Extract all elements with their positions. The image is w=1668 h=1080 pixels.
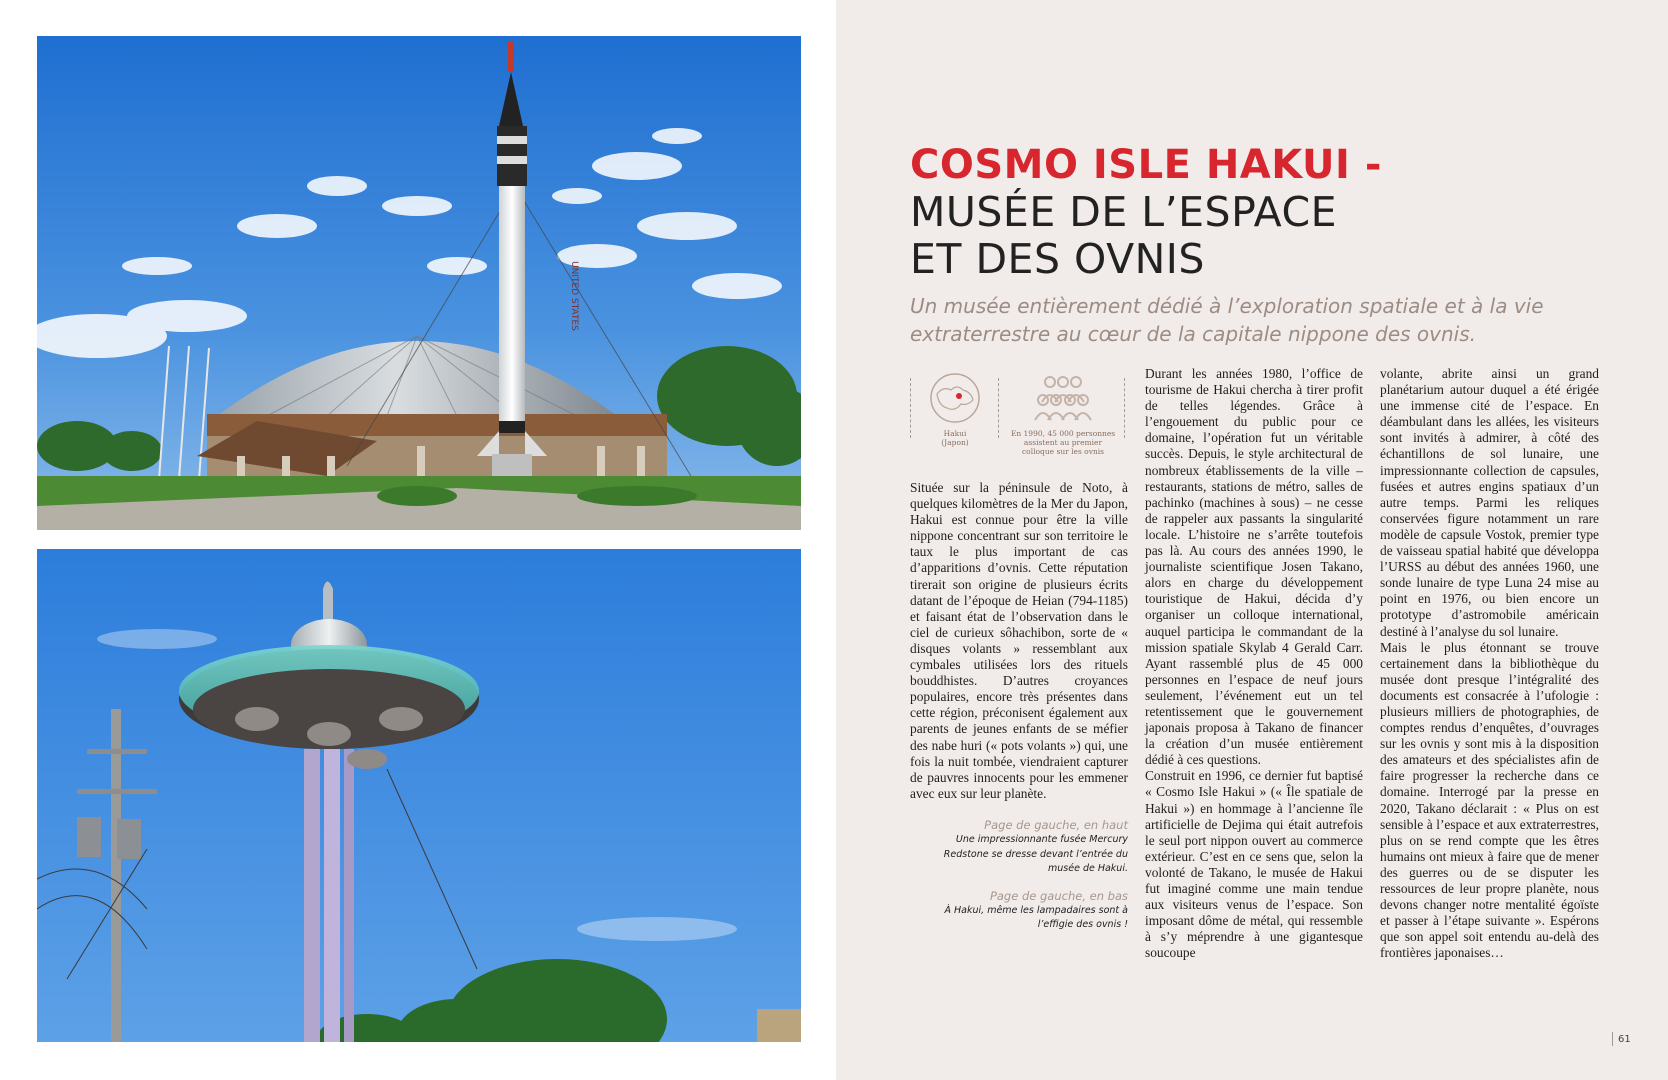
body-column-1 bbox=[910, 480, 1128, 802]
photo-captions bbox=[910, 818, 1128, 933]
title-line-3: ET DES OVNIS bbox=[910, 235, 1205, 283]
attendance-label-2: assistent au premier bbox=[1023, 438, 1103, 447]
caption-bottom-text: À Hakui, même les lampadaires sont à l’effigie des ovnis ! bbox=[944, 904, 1128, 930]
title-line-2: MUSÉE DE L’ESPACE bbox=[910, 188, 1338, 236]
photo-rocket-museum bbox=[37, 36, 801, 530]
body-paragraph: Mais le plus étonnant se trouve certainement dans la bibliothèque du musée dont presque l’intégralité des documents est consacrée à l’ufologie : plusieurs milliers de photographies, de comptes rendus d’enquêtes, d’ouvrages sur les ovnis y sont mis à la disposition des amateurs et des spécialistes afin de faire progresser la recherche dans ce domaine. Interrogé par la presse en 2020, Takano déclarait : « Plus on est sensible à l’espace et aux extraterrestres, plus on se rend compte que les êtres humains ont mieux à faire que de mener des guerres ou de se disputer les ressources de leur propre planète, nous devons changer notre mentalité égoïste et passer à l’étape suivante ». Espérons que son appel soit entendu au-delà des frontières japonaises… bbox=[1380, 639, 1599, 961]
article-title bbox=[910, 142, 1550, 283]
caption-top-heading: Page de gauche, en haut bbox=[984, 818, 1128, 832]
divider bbox=[1124, 378, 1125, 438]
divider bbox=[910, 378, 911, 438]
photo-ufo-lamp bbox=[37, 549, 801, 1042]
page-number-rule bbox=[1612, 1032, 1613, 1046]
title-line-1: COSMO ISLE HAKUI - bbox=[910, 142, 1382, 188]
body-paragraph: Durant les années 1980, l’office de tourisme de Hakui chercha à tirer profit de telles légendes. Grâce à l’engouement du public pour ce domaine, l’opération fut un véritable succès. Depuis, le style architectural de nombreux établissements de la ville – restaurants, stations de métro, salles de pachinko (machines à sous) – ne cesse de rappeler aux passants la singularité locale. L’histoire ne s’arrête toutefois pas là. Au cours des années 1990, le journaliste scientifique Josen Takano, alors en charge du développement touristique de Hakui, décida d’y organiser un colloque international, auquel participa le commandant de la mission spatiale Skylab 4 Gerald Carr. Ayant rassemblé plus de 45 000 personnes en l’espace de neuf jours seulement, l’événement eut un tel retentissement que le gouvernement japonais proposa à Takano de financer la création d’un musée entièrement dédié à ces questions. bbox=[1145, 366, 1363, 768]
body-column-2 bbox=[1145, 366, 1363, 961]
group-of-people-icon bbox=[1028, 372, 1098, 424]
rocket-lettering: UNITED STATES bbox=[569, 261, 579, 331]
page-number: 61 bbox=[1618, 1034, 1631, 1045]
caption-bottom-heading: Page de gauche, en bas bbox=[989, 888, 1128, 903]
info-attendance bbox=[1004, 372, 1122, 460]
body-paragraph: volante, abrite ainsi un grand planétarium autour duquel a été érigée une immense cité de l’espace. En déambulant dans les allées, les visiteurs sont invités à admirer, à côté des échantillons de sol lunaire, une impressionnante collection de capsules, fusées et autres engins spatiaux d’un autre temps. Parmi les reliques conservées figure notamment un rare modèle de capsule Vostok, premier type de vaisseau spatial habité que développa l’URSS au début des années 1960, une sonde lunaire de type Luna 24 mise au point en 1976, ou bien encore un prototype d’astromobile américain destiné à l’analyse du sol lunaire. bbox=[1380, 366, 1599, 639]
attendance-label-1: En 1990, 45 000 personnes bbox=[1010, 429, 1116, 438]
map-pin-icon bbox=[929, 372, 981, 424]
body-column-3 bbox=[1380, 366, 1599, 961]
attendance-label-3: colloque sur les ovnis bbox=[1021, 447, 1105, 456]
location-label-1: Hakui bbox=[943, 429, 967, 438]
info-location bbox=[920, 372, 990, 460]
body-paragraph: Construit en 1996, ce dernier fut baptisé « Cosmo Isle Hakui » (« Île spatiale de Hakui ») en hommage à l’ancienne île artificielle de Dejima qui était autrefois le seul port nippon ouvert au commerce extérieur. C’est en ce sens que, selon la volonté de Takano, le musée de Hakui fut imaginé comme une main tendue aux visiteurs venus de l’espace. Son imposant dôme de métal, qui ressemble à s’y méprendre à une gigantesque soucoupe bbox=[1145, 768, 1363, 961]
article-subtitle: Un musée entièrement dédié à l’exploration spatiale et à la vie extraterrestre au cœur de la capitale nippone des ovnis. bbox=[910, 294, 1544, 346]
body-paragraph: Située sur la péninsule de Noto, à quelques kilomètres de la Mer du Japon, Hakui est connue pour être la ville nippone concentrant sur son territoire le taux le plus important de cas d’apparitions d’ovnis. Cette réputation tirerait son origine de plusieurs écrits datant de l’époque de Heian (794-1185) et faisant état de l’observation dans le ciel de curieux sôhachibon, sorte de « disques volants » ressemblant aux cymbales utilisées lors des rituels bouddhistes. D’autres croyances populaires, encore très présentes dans cette région, préconisent également aux parents de jeunes enfants de se méfier des nabe huri (« pots volants ») qui, une fois la nuit tombée, viendraient capturer de pauvres innocents pour les emmener avec eux sur leur planète. bbox=[910, 480, 1128, 801]
location-label-2: (Japon) bbox=[941, 438, 969, 447]
info-box bbox=[910, 372, 1126, 460]
divider bbox=[998, 378, 999, 438]
caption-top-text: Une impressionnante fusée Mercury Redstone se dresse devant l’entrée du musée de Hakui. bbox=[943, 834, 1128, 874]
